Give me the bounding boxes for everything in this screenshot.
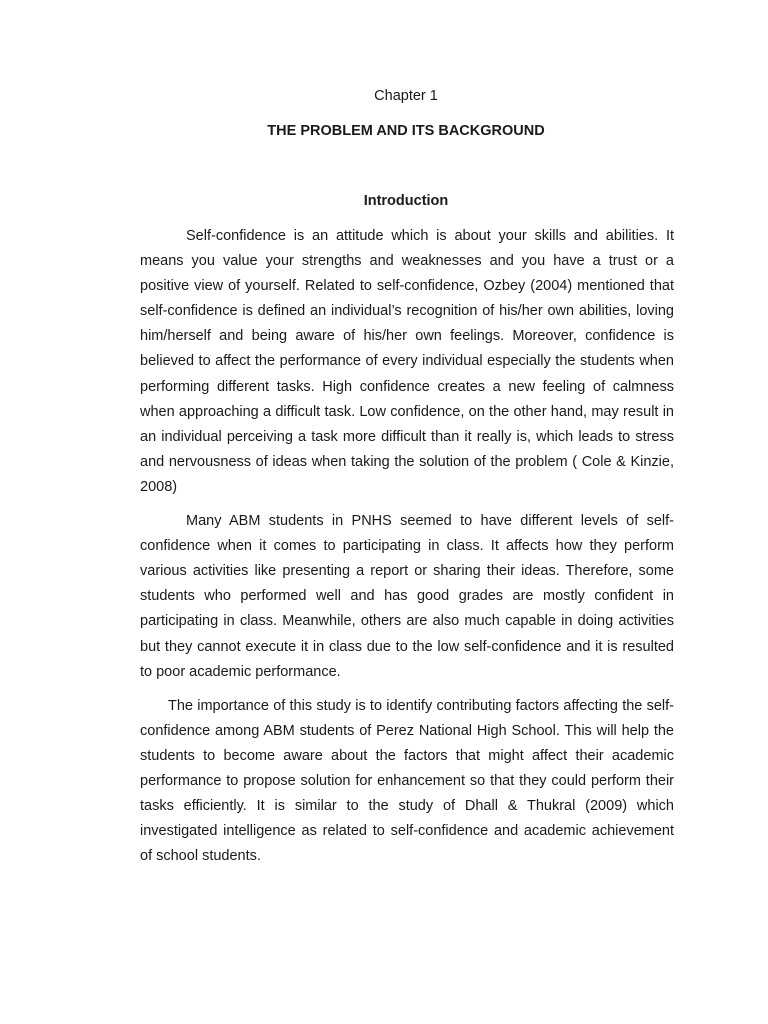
paragraph-importance-of-study: The importance of this study is to identify contributing factors affecting the self-confidence among ABM students of Perez National High School. This will help the students to become aware about the factors that might affect their academic performance to propose solution for enhancement so that they could perform their tasks efficiently. It is similar to the study of Dhall & Thukral (2009) which investigated intelligence as related to self-confidence and academic achievement of school students. xyxy=(140,697,674,865)
chapter-title: THE PROBLEM AND ITS BACKGROUND xyxy=(267,123,545,139)
chapter-label: Chapter 1 xyxy=(374,88,438,104)
section-heading: Introduction xyxy=(363,193,449,209)
body-text xyxy=(140,224,674,869)
paragraph-abm-students: Many ABM students in PNHS seemed to have different levels of self-confidence when it comes to participating in class. It affects how they perform various activities like presenting a report or sharing their ideas. Therefore, some students who performed well and has good grades are mostly confident in participating in class. Meanwhile, others are also much capable in doing activities but they cannot execute it in class due to the low self-confidence and it is resulted to poor academic performance. xyxy=(140,513,674,680)
paragraph-self-confidence-definition: Self-confidence is an attitude which is about your skills and abilities. It means you value your strengths and weaknesses and you have a trust or a positive view of yourself. Related to self-confidence, Ozbey (2004) mentioned that self-confidence is defined an individual’s recognition of his/her own abilities, loving him/herself and being aware of his/her own feelings. Moreover, confidence is believed to affect the performance of every individual especially the students when performing different tasks. High confidence creates a new feeling of calmness when approaching a difficult task. Low confidence, on the other hand, may result in an individual perceiving a task more difficult than it really is, which leads to stress and nervousness of ideas when taking the solution of the problem ( Cole & Kinzie, 2008) xyxy=(140,228,674,495)
